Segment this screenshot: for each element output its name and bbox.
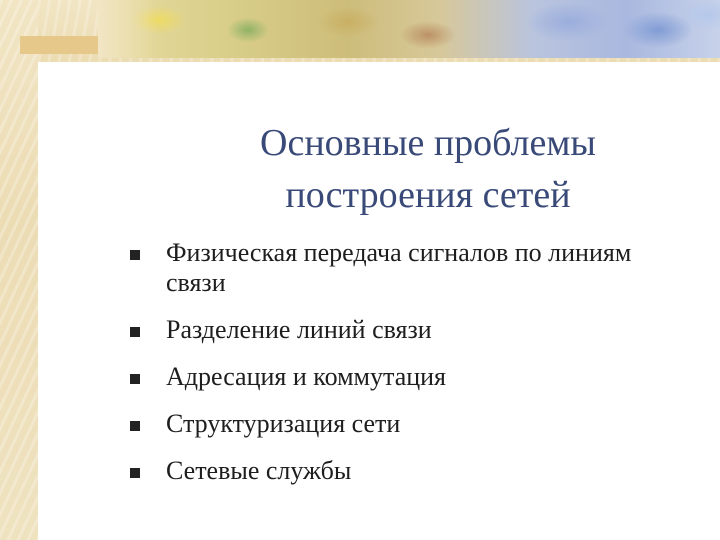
- bullet-item: [126, 362, 646, 392]
- slide-title: Основные проблемы построения сетей: [260, 122, 596, 216]
- left-texture-strip: [0, 0, 38, 540]
- square-bullet-icon: [130, 327, 140, 337]
- bullet-text: Адресация и коммутация: [166, 362, 447, 391]
- square-bullet-icon: [130, 468, 140, 478]
- bullet-text: Сетевые службы: [166, 456, 352, 485]
- bullet-text: Физическая передача сигналов по линиям связи: [166, 238, 632, 297]
- floral-header-image: [98, 0, 720, 58]
- bullet-item: [126, 315, 646, 345]
- bullet-text: Структуризация сети: [166, 409, 401, 438]
- square-bullet-icon: [130, 421, 140, 431]
- square-bullet-icon: [130, 250, 140, 260]
- floral-fade: [98, 0, 158, 58]
- slide-content: [38, 62, 720, 540]
- top-corner-accent-bar: [20, 36, 100, 54]
- bullet-list: [126, 238, 646, 486]
- square-bullet-icon: [130, 374, 140, 384]
- bullet-item: [126, 456, 646, 486]
- bullet-text: Разделение линий связи: [166, 315, 432, 344]
- bullet-item: [126, 238, 646, 298]
- bullet-item: [126, 409, 646, 439]
